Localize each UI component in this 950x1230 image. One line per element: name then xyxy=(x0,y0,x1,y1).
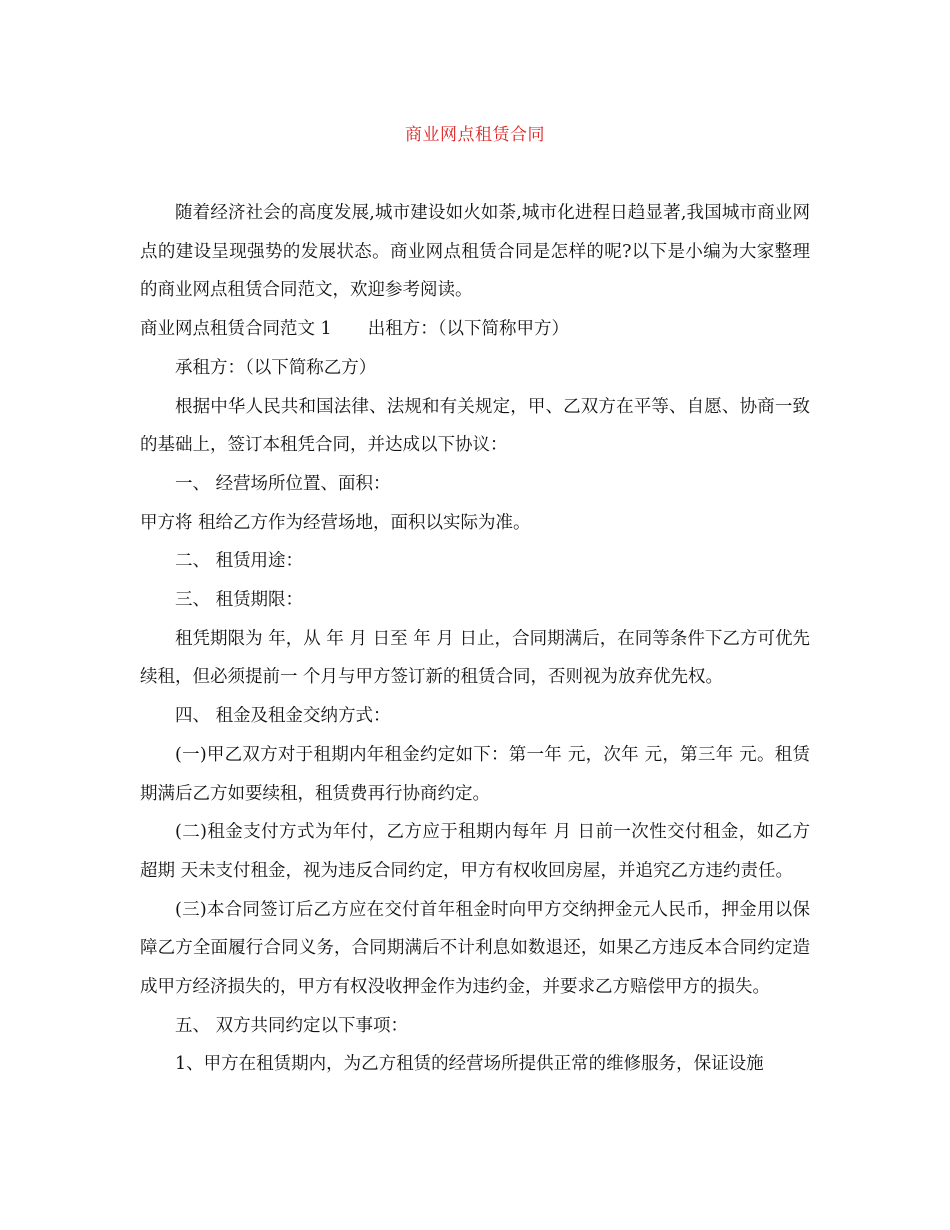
preamble-paragraph: 根据中华人民共和国法律、法规和有关规定，甲、乙双方在平等、自愿、协商一致的基础上，签订本租凭合同，并达成以下协议： xyxy=(140,396,810,456)
section-heading: 一、 经营场所位置、面积： xyxy=(175,473,391,494)
clause-paragraph: 租凭期限为 年，从 年 月 日至 年 月 日止，合同期满后，在同等条件下乙方可优先续租，但必须提前一 个月与甲方签订新的租赁合同，否则视为放弃优先权。 xyxy=(140,628,810,688)
sample-heading: 商业网点租赁合同范文 1 xyxy=(140,319,332,340)
section-heading: 二、 租赁用途： xyxy=(175,551,304,572)
clause-paragraph: (三)本合同签订后乙方应在交付首年租金时向甲方交纳押金元人民币，押金用以保障乙方全面履行合同义务，合同期满后不计利息如数退还，如果乙方违反本合同约定造成甲方经济损失的，甲方有权没收押金作为违约金，并要求乙方赔偿甲方的损失。 xyxy=(140,899,810,998)
section-heading: 四、 租金及租金交纳方式： xyxy=(175,706,391,727)
lessee-line: 承租方：（以下简称乙方） xyxy=(175,357,377,378)
clause-paragraph: (一)甲乙双方对于租期内年租金约定如下：第一年 元，次年 元，第三年 元。租赁期满后乙方如要续租，租赁费再行协商约定。 xyxy=(140,744,810,804)
intro-paragraph: 随着经济社会的高度发展,城市建设如火如荼,城市化进程日趋显著,我国城市商业网点的建设呈现强势的发展状态。商业网点租赁合同是怎样的呢?以下是小编为大家整理的商业网点租赁合同范文，欢迎参考阅读。 xyxy=(140,203,810,301)
sample-heading-line xyxy=(140,310,810,349)
document-body xyxy=(140,194,810,1084)
document-title: 商业网点租赁合同 xyxy=(405,125,545,145)
clause-paragraph: 1、甲方在租赁期内，为乙方租赁的经营场所提供正常的维修服务，保证设施 xyxy=(175,1054,764,1075)
clause-paragraph: 甲方将 租给乙方作为经营场地，面积以实际为准。 xyxy=(140,512,531,533)
lessor-line: 出租方：（以下简称甲方） xyxy=(367,319,569,340)
section-heading: 三、 租赁期限： xyxy=(175,590,304,611)
section-heading: 五、 双方共同约定以下事项： xyxy=(175,1015,409,1036)
clause-paragraph: (二)租金支付方式为年付，乙方应于租期内每年 月 日前一次性交付租金，如乙方超期 天未支付租金，视为违反合同约定，甲方有权收回房屋，并追究乙方违约责任。 xyxy=(140,822,810,881)
